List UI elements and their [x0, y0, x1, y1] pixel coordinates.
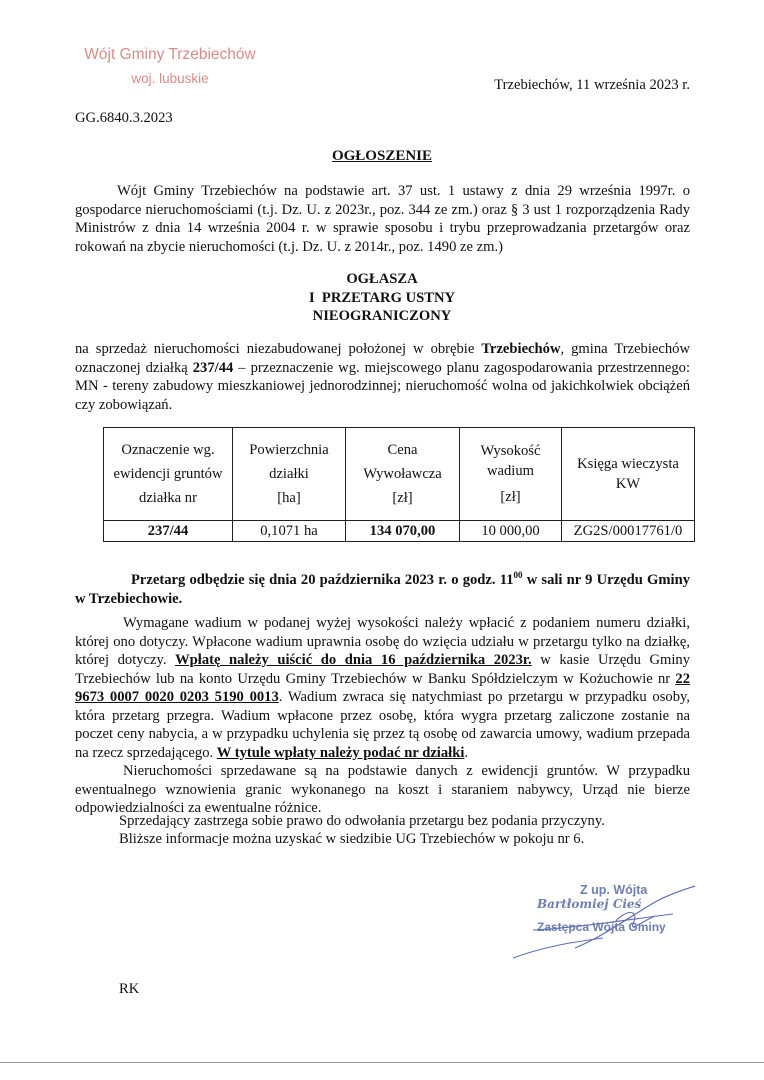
header-cell-price: [346, 428, 460, 521]
sale-text-2: , gmina Trzebiechów oznaczonej działką: [75, 341, 690, 376]
intro-text: Wójt Gminy Trzebiechów na podstawie art. 37 ust. 1 ustawy z dnia 29 września 1997r. o gospodarce nieruchomościami (t.j. Dz. U. z 2023r., poz. 344 ze zm.) oraz § 3 ust 1 rozporządzenia Rady Ministrów z dnia 14 września 2004 r. w sprawie sposobu i trybu przeprowadzania przetargów oraz rokowań na zbycie nieruchomości (t.j. Dz. U. z 2014r., poz. 1490 ze zm.): [75, 183, 690, 255]
header-cell-plot: [104, 428, 233, 521]
signature-line-2: Bartłomiej Cieś: [537, 897, 642, 911]
announce-line-3: NIEOGRANICZONY: [312, 308, 452, 324]
header-text: wadium: [486, 463, 535, 479]
author-initials: RK: [119, 981, 140, 997]
auction-text-a: Przetarg odbędzie się dnia 20 października 2023 r. o godz. 11: [131, 571, 514, 588]
info-paragraph: Bliższe informacje można uzyskać w siedzibie UG Trzebiechów w pokoju nr 6.: [119, 831, 585, 847]
payment-title-note: W tytule wpłaty należy podać nr działki: [216, 744, 465, 761]
header-cell-area: [233, 428, 346, 521]
announce-line-1: OGŁASZA: [346, 271, 418, 287]
sale-text-1: na sprzedaż nieruchomości niezabudowanej położonej w obrębie: [75, 341, 482, 357]
header-text: Księga wieczysta: [577, 456, 679, 472]
cell-deposit: 10 000,00: [460, 521, 562, 542]
header-text: działka nr: [139, 490, 197, 506]
property-table: [103, 427, 695, 542]
auction-time-minutes: 00: [513, 570, 523, 580]
reserve-paragraph: Sprzedający zastrzega sobie prawo do odwołania przetargu bez podania przyczyny.: [119, 813, 605, 829]
auction-date-paragraph: [75, 566, 690, 609]
header-text: KW: [615, 476, 641, 492]
deposit-text-2: w kasie Urzędu Gminy Trzebiechów lub na konto Urzędu Gminy Trzebiechów w Banku Spółdzielczym w Kożuchowie nr: [75, 652, 690, 687]
document-title: OGŁOSZENIE: [331, 148, 433, 164]
office-stamp: [75, 46, 265, 86]
bank-account-number: 22 9673 0007 0020 0203 5190 0013: [75, 670, 690, 705]
deposit-deadline: Wpłatę należy uiścić do dnia 16 października 2023r.: [175, 652, 532, 668]
footer-divider: [0, 1062, 764, 1063]
deposit-text-3: . Wadium zwraca się natychmiast po przetargu w przypadku osoby, która przetarg przegra. Wadium wpłacone przez osobę, która wygra przetarg zaliczone zostanie na poczet ceny nabycia, a w przypadku uchylenia się przez tą osobę od zawarcia umowy, wadium przepada na rzecz sprzedającego.: [75, 689, 690, 761]
header-text: Powierzchnia: [249, 442, 329, 458]
announce-heading: [0, 270, 764, 326]
header-text: Cena: [387, 442, 418, 458]
header-text: działki: [269, 466, 309, 482]
header-cell-deposit: [460, 428, 562, 521]
cell-land-register: ZG2S/00017761/0: [562, 521, 695, 542]
signature-block: [505, 880, 705, 970]
table-row: [104, 521, 695, 542]
sale-text-3: – przeznaczenie wg. miejscowego planu zagospodarowania przestrzennego: MN - tereny zabudowy mieszkaniowej jednorodzinnej; nieruchomość wolna od jakichkolwiek obciążeń czy zobowiązań.: [75, 359, 691, 413]
reference-number: GG.6840.3.2023: [75, 110, 173, 126]
cell-plot-number: 237/44: [104, 521, 233, 542]
place-date: Trzebiechów, 11 września 2023 r.: [494, 77, 690, 93]
header-text: [zł]: [500, 489, 521, 505]
cell-area: 0,1071 ha: [233, 521, 346, 542]
boundaries-paragraph: [75, 762, 690, 818]
sale-village: Trzebiechów: [481, 341, 561, 357]
sale-paragraph: [75, 340, 690, 414]
deposit-text-1: Wymagane wadium w podanej wyżej wysokości należy wpłacić z podaniem numeru działki, której ono dotyczy. Wpłacone wadium uprawnia osobę do wzięcia udziału w przetargu tylko na działkę, której dotyczy.: [75, 615, 690, 668]
signature-line-3: Zastępca Wójta Gminy: [537, 920, 666, 934]
intro-paragraph: [75, 182, 690, 256]
boundaries-text: Nieruchomości sprzedawane są na podstawie danych z ewidencji gruntów. W przypadku ewentualnego wznowienia granic wykonanego na koszt i staraniem nabywcy, Urząd nie bierze odpowiedzialności za ewentualne różnice.: [75, 763, 690, 816]
auction-text-b: w sali nr 9 Urzędu Gminy w Trzebiechowie.: [75, 571, 690, 607]
table-header-row: [104, 428, 695, 521]
header-text: [ha]: [277, 490, 301, 506]
deposit-text-4: .: [464, 744, 469, 761]
header-text: Wysokość: [480, 443, 541, 459]
header-cell-land-register: [562, 428, 695, 521]
signature-line-1: Z up. Wójta: [580, 883, 648, 897]
header-text: ewidencji gruntów: [113, 466, 223, 482]
deposit-paragraph: [75, 614, 690, 762]
handwritten-signature: [505, 880, 705, 970]
header-text: Oznaczenie wg.: [121, 442, 215, 458]
header-text: [zł]: [392, 490, 413, 506]
announce-line-2: I PRZETARG USTNY: [308, 289, 456, 306]
header-text: Wywoławcza: [363, 466, 442, 482]
stamp-office-name: Wójt Gminy Trzebiechów: [84, 46, 256, 63]
sale-plot: 237/44: [192, 359, 234, 376]
cell-price: 134 070,00: [346, 521, 460, 542]
stamp-voivodeship: woj. lubuskie: [131, 71, 209, 86]
